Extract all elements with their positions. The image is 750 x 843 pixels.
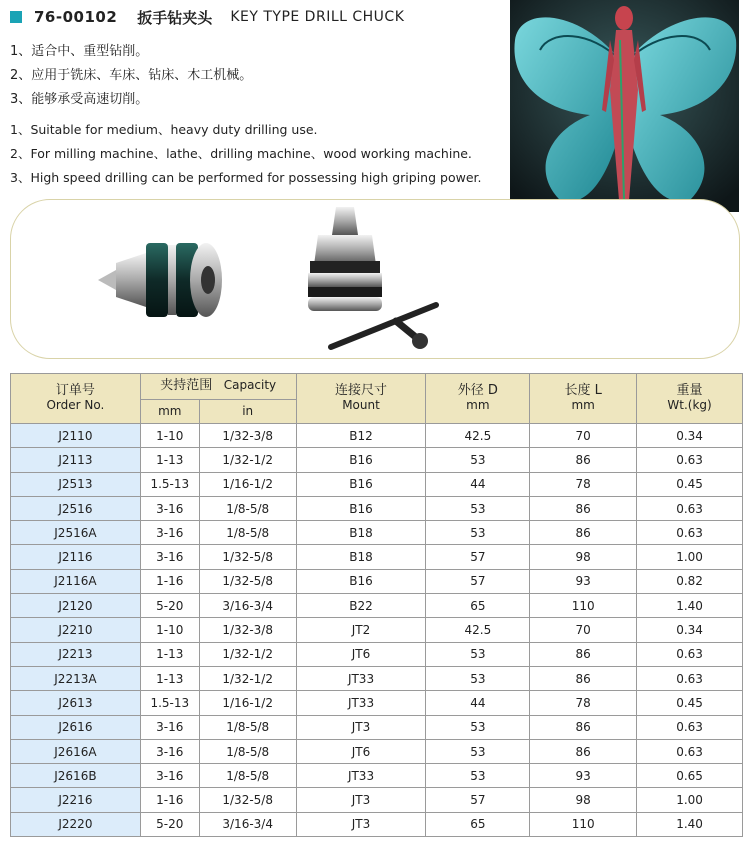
cell-length: 70: [530, 424, 637, 448]
cell-capacity-mm: 5-20: [140, 594, 199, 618]
cell-weight: 0.63: [637, 739, 743, 763]
cell-length: 86: [530, 739, 637, 763]
cell-diameter: 44: [426, 472, 530, 496]
cell-weight: 0.63: [637, 448, 743, 472]
header-capacity-mm: mm: [140, 400, 199, 424]
table-row: [11, 788, 743, 812]
cell-diameter: 53: [426, 666, 530, 690]
cell-capacity-in: 1/32-3/8: [199, 618, 296, 642]
butterfly-body-paint-photo: [510, 0, 739, 212]
cell-mount: JT6: [296, 739, 426, 763]
cell-capacity-in: 1/32-1/2: [199, 448, 296, 472]
cell-capacity-mm: 3-16: [140, 545, 199, 569]
cell-capacity-in: 1/8-5/8: [199, 715, 296, 739]
cell-mount: B16: [296, 472, 426, 496]
cell-mount: B18: [296, 545, 426, 569]
cell-length: 70: [530, 618, 637, 642]
cell-order-no: J2113: [11, 448, 141, 472]
title-english: KEY TYPE DRILL CHUCK: [230, 9, 405, 25]
cell-weight: 1.00: [637, 545, 743, 569]
cell-diameter: 65: [426, 594, 530, 618]
cell-order-no: J2616: [11, 715, 141, 739]
cell-weight: 0.45: [637, 472, 743, 496]
cell-mount: JT3: [296, 788, 426, 812]
table-row: [11, 812, 743, 836]
cell-diameter: 65: [426, 812, 530, 836]
cell-mount: B16: [296, 448, 426, 472]
cell-diameter: 57: [426, 788, 530, 812]
cell-diameter: 53: [426, 739, 530, 763]
cell-capacity-mm: 3-16: [140, 739, 199, 763]
title-chinese: 扳手钻夹头: [137, 8, 213, 27]
cell-order-no: J2213A: [11, 666, 141, 690]
cell-diameter: 44: [426, 691, 530, 715]
cell-diameter: 53: [426, 448, 530, 472]
drill-chuck-side-view-image: [96, 235, 226, 325]
cell-weight: 0.63: [637, 715, 743, 739]
cell-capacity-in: 1/8-5/8: [199, 496, 296, 520]
cell-capacity-in: 1/32-1/2: [199, 642, 296, 666]
table-row: [11, 448, 743, 472]
cell-length: 86: [530, 521, 637, 545]
header-order-no: 订单号 Order No.: [11, 374, 141, 424]
cell-weight: 0.34: [637, 424, 743, 448]
cell-capacity-mm: 3-16: [140, 715, 199, 739]
cell-length: 86: [530, 666, 637, 690]
header-length: 长度 L mm: [530, 374, 637, 424]
header-capacity: 夹持范围 Capacity: [140, 374, 296, 400]
header-capacity-in: in: [199, 400, 296, 424]
cell-capacity-in: 3/16-3/4: [199, 594, 296, 618]
cell-order-no: J2513: [11, 472, 141, 496]
cell-weight: 0.63: [637, 642, 743, 666]
cell-length: 78: [530, 691, 637, 715]
cell-capacity-in: 1/8-5/8: [199, 764, 296, 788]
cell-capacity-mm: 1-16: [140, 788, 199, 812]
product-code: 76-00102: [34, 8, 118, 26]
cell-length: 93: [530, 764, 637, 788]
table-row: [11, 496, 743, 520]
feature-cn-3: 3、能够承受高速切削。: [10, 92, 149, 107]
teal-square-icon: [10, 11, 22, 23]
cell-length: 86: [530, 448, 637, 472]
table-row: [11, 691, 743, 715]
cell-mount: JT3: [296, 715, 426, 739]
table-row: [11, 424, 743, 448]
cell-weight: 0.63: [637, 496, 743, 520]
cell-length: 110: [530, 594, 637, 618]
feature-en-1: 1、Suitable for medium、heavy duty drilling use.: [10, 122, 318, 137]
feature-cn-1: 1、适合中、重型钻削。: [10, 44, 149, 59]
cell-diameter: 53: [426, 521, 530, 545]
cell-order-no: J2516: [11, 496, 141, 520]
cell-order-no: J2216: [11, 788, 141, 812]
cell-mount: JT33: [296, 691, 426, 715]
cell-weight: 1.00: [637, 788, 743, 812]
cell-capacity-in: 1/8-5/8: [199, 739, 296, 763]
table-row: [11, 642, 743, 666]
feature-cn-2: 2、应用于铣床、车床、钻床、木工机械。: [10, 68, 253, 83]
table-row: [11, 594, 743, 618]
header-diameter: 外径 D mm: [426, 374, 530, 424]
table-row: [11, 666, 743, 690]
cell-capacity-mm: 1-13: [140, 448, 199, 472]
cell-capacity-in: 1/32-3/8: [199, 424, 296, 448]
cell-order-no: J2516A: [11, 521, 141, 545]
cell-capacity-mm: 1-16: [140, 569, 199, 593]
cell-weight: 1.40: [637, 594, 743, 618]
header-mount: 连接尺寸 Mount: [296, 374, 426, 424]
cell-capacity-mm: 1-13: [140, 666, 199, 690]
cell-length: 86: [530, 496, 637, 520]
cell-mount: B12: [296, 424, 426, 448]
cell-weight: 0.65: [637, 764, 743, 788]
cell-weight: 1.40: [637, 812, 743, 836]
cell-capacity-mm: 1-10: [140, 424, 199, 448]
cell-order-no: J2213: [11, 642, 141, 666]
butterfly-figure-image: [510, 0, 739, 212]
cell-order-no: J2616B: [11, 764, 141, 788]
cell-mount: JT2: [296, 618, 426, 642]
table-row: [11, 569, 743, 593]
cell-diameter: 42.5: [426, 618, 530, 642]
cell-order-no: J2120: [11, 594, 141, 618]
cell-capacity-in: 3/16-3/4: [199, 812, 296, 836]
cell-mount: B16: [296, 496, 426, 520]
cell-capacity-in: 1/32-5/8: [199, 788, 296, 812]
header-weight: 重量 Wt.(kg): [637, 374, 743, 424]
product-image-panel: [10, 199, 740, 359]
chuck-key-image: [326, 295, 446, 355]
cell-diameter: 57: [426, 569, 530, 593]
cell-capacity-in: 1/32-5/8: [199, 569, 296, 593]
cell-weight: 0.34: [637, 618, 743, 642]
cell-mount: JT33: [296, 764, 426, 788]
cell-order-no: J2110: [11, 424, 141, 448]
cell-order-no: J2116: [11, 545, 141, 569]
spec-table-body: [11, 424, 743, 837]
cell-capacity-in: 1/16-1/2: [199, 472, 296, 496]
feature-en-2: 2、For milling machine、lathe、drilling machine、wood working machine.: [10, 146, 472, 161]
table-row: [11, 739, 743, 763]
cell-weight: 0.63: [637, 521, 743, 545]
cell-diameter: 42.5: [426, 424, 530, 448]
cell-weight: 0.82: [637, 569, 743, 593]
cell-length: 86: [530, 642, 637, 666]
cell-order-no: J2220: [11, 812, 141, 836]
table-row: [11, 715, 743, 739]
cell-mount: JT3: [296, 812, 426, 836]
cell-capacity-mm: 5-20: [140, 812, 199, 836]
cell-mount: B18: [296, 521, 426, 545]
cell-order-no: J2616A: [11, 739, 141, 763]
cell-diameter: 53: [426, 642, 530, 666]
cell-mount: B16: [296, 569, 426, 593]
cell-order-no: J2210: [11, 618, 141, 642]
cell-mount: B22: [296, 594, 426, 618]
cell-length: 98: [530, 545, 637, 569]
table-row: [11, 618, 743, 642]
cell-length: 110: [530, 812, 637, 836]
cell-order-no: J2116A: [11, 569, 141, 593]
cell-capacity-mm: 3-16: [140, 496, 199, 520]
cell-weight: 0.63: [637, 666, 743, 690]
cell-diameter: 57: [426, 545, 530, 569]
cell-diameter: 53: [426, 715, 530, 739]
table-row: [11, 764, 743, 788]
cell-capacity-in: 1/8-5/8: [199, 521, 296, 545]
cell-length: 86: [530, 715, 637, 739]
cell-capacity-mm: 3-16: [140, 764, 199, 788]
cell-length: 93: [530, 569, 637, 593]
cell-diameter: 53: [426, 764, 530, 788]
cell-capacity-in: 1/16-1/2: [199, 691, 296, 715]
cell-capacity-mm: 1-10: [140, 618, 199, 642]
feature-en-3: 3、High speed drilling can be performed for possessing high griping power.: [10, 170, 482, 185]
table-row: [11, 472, 743, 496]
cell-capacity-in: 1/32-1/2: [199, 666, 296, 690]
cell-mount: JT33: [296, 666, 426, 690]
cell-capacity-mm: 1.5-13: [140, 691, 199, 715]
cell-diameter: 53: [426, 496, 530, 520]
cell-capacity-in: 1/32-5/8: [199, 545, 296, 569]
cell-capacity-mm: 1.5-13: [140, 472, 199, 496]
cell-capacity-mm: 1-13: [140, 642, 199, 666]
cell-length: 78: [530, 472, 637, 496]
spec-table: [10, 373, 743, 837]
cell-order-no: J2613: [11, 691, 141, 715]
cell-mount: JT6: [296, 642, 426, 666]
table-row: [11, 545, 743, 569]
cell-length: 98: [530, 788, 637, 812]
cell-capacity-mm: 3-16: [140, 521, 199, 545]
table-row: [11, 521, 743, 545]
cell-weight: 0.45: [637, 691, 743, 715]
title-bar: [10, 4, 404, 30]
